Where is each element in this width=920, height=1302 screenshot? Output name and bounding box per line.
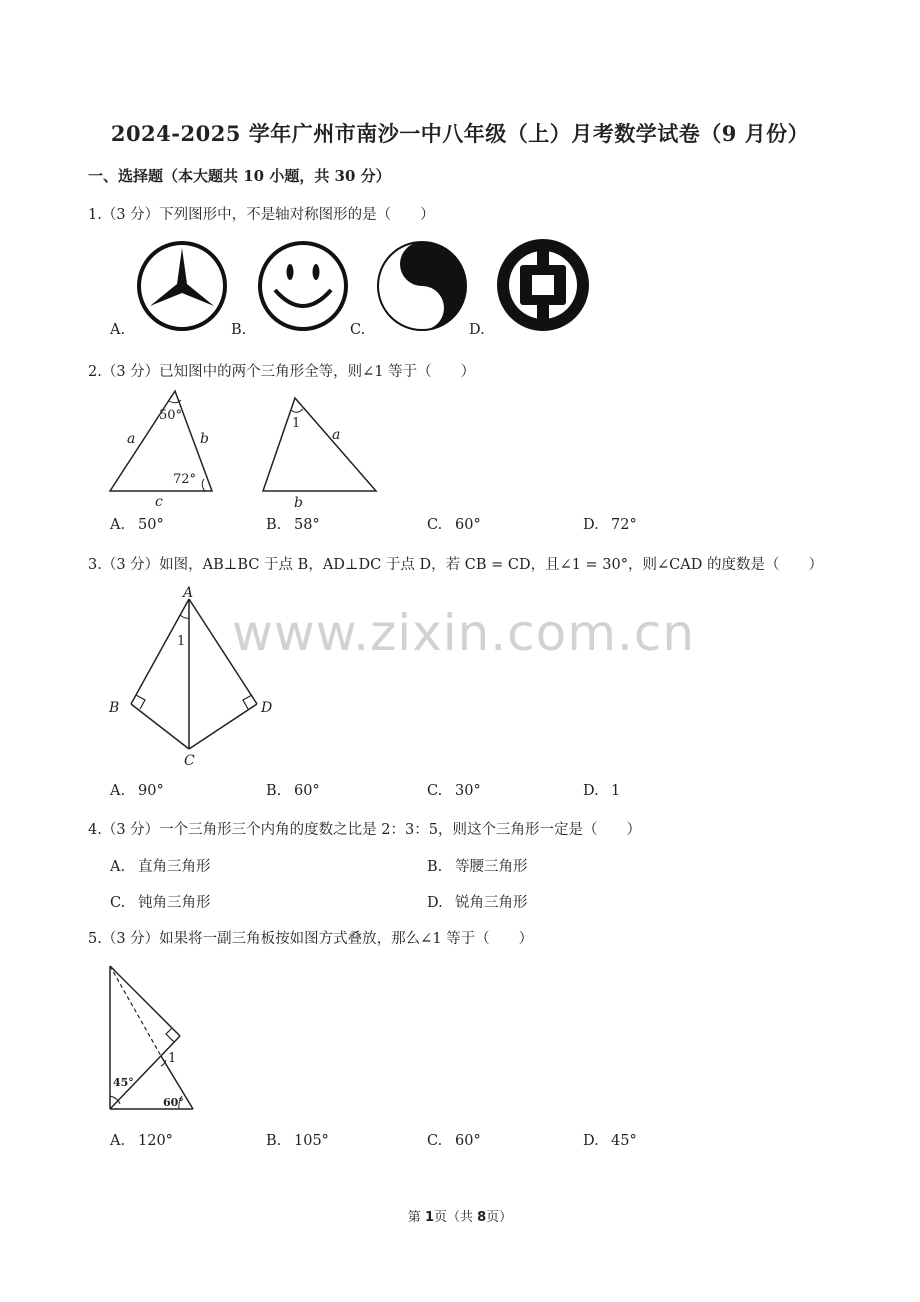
q4-option-b[interactable]: B. 等腰三角形 xyxy=(427,859,528,875)
q1-option-c[interactable]: C. xyxy=(350,322,366,338)
q2-option-a[interactable]: A. 50° xyxy=(110,517,164,533)
q3-angle-1: 1 xyxy=(177,634,186,649)
q3-option-c[interactable]: C. 30° xyxy=(427,783,481,799)
watermark: www.zixin.com.cn xyxy=(232,604,696,662)
question-4-stem: 4.（3 分）一个三角形三个内角的度数之比是 2：3：5，则这个三角形一定是（ ） xyxy=(88,822,641,838)
q5-option-b[interactable]: B. 105° xyxy=(266,1133,329,1149)
question-1-stem: 1.（3 分）下列图形中，不是轴对称图形的是（ ） xyxy=(88,207,435,223)
q2-option-c[interactable]: C. 60° xyxy=(427,517,481,533)
q2-left-side-b: b xyxy=(200,431,209,447)
q5-figure-set-squares xyxy=(104,960,204,1116)
q3-option-b[interactable]: B. 60° xyxy=(266,783,320,799)
footer-total-pages: 8 xyxy=(477,1210,487,1225)
q2-right-side-b: b xyxy=(294,495,303,511)
q3-label-b: B xyxy=(109,700,120,716)
q5-option-d[interactable]: D. 45° xyxy=(583,1133,637,1149)
q2-left-angle-top: 50° xyxy=(159,408,183,423)
q1-figure-yinyang xyxy=(376,240,468,332)
page-footer: 第 1页（共 8页） xyxy=(407,1210,513,1225)
q5-option-a[interactable]: A. 120° xyxy=(110,1133,173,1149)
q1-figure-mercedes xyxy=(136,240,228,332)
question-3-stem: 3.（3 分）如图，AB⊥BC 于点 B，AD⊥DC 于点 D，若 CB = CD，且∠1 = 30°，则∠CAD 的度数是（ ） xyxy=(88,557,823,573)
q2-option-b[interactable]: B. 58° xyxy=(266,517,320,533)
q3-label-c: C xyxy=(184,753,195,769)
q3-option-a[interactable]: A. 90° xyxy=(110,783,164,799)
footer-page-number: 1 xyxy=(424,1210,434,1225)
q5-angle-1: 1 xyxy=(168,1051,177,1066)
q2-left-angle-br: 72° xyxy=(173,472,197,487)
q1-figure-smiley xyxy=(257,240,349,332)
q2-right-angle-1: 1 xyxy=(292,416,301,431)
q1-option-d[interactable]: D. xyxy=(469,322,485,338)
q2-figure-left-triangle xyxy=(105,385,217,509)
question-5-stem: 5.（3 分）如果将一副三角板按如图方式叠放，那么∠1 等于（ ） xyxy=(88,931,534,947)
q4-option-d[interactable]: D. 锐角三角形 xyxy=(427,895,528,911)
q5-angle-45: 45° xyxy=(113,1076,134,1089)
q1-option-a[interactable]: A. xyxy=(110,322,126,338)
q2-left-side-a: a xyxy=(127,431,136,447)
section-heading: 一、选择题（本大题共 10 小题，共 30 分） xyxy=(88,167,391,185)
q2-option-d[interactable]: D. 72° xyxy=(583,517,637,533)
q4-option-c[interactable]: C. 钝角三角形 xyxy=(110,895,211,911)
q3-label-a: A xyxy=(183,585,194,601)
q5-option-c[interactable]: C. 60° xyxy=(427,1133,481,1149)
q2-figure-right-triangle xyxy=(258,393,382,511)
q5-angle-60: 60° xyxy=(163,1096,184,1109)
q2-left-side-c: c xyxy=(155,494,163,510)
q3-label-d: D xyxy=(261,700,273,716)
q3-option-d[interactable]: D. 1 xyxy=(583,783,621,799)
question-2-stem: 2.（3 分）已知图中的两个三角形全等，则∠1 等于（ ） xyxy=(88,364,476,380)
q2-right-side-a: a xyxy=(332,427,341,443)
q4-option-a[interactable]: A. 直角三角形 xyxy=(110,859,211,875)
exam-title: 2024-2025 学年广州市南沙一中八年级（上）月考数学试卷（9 月份） xyxy=(110,121,810,146)
q1-figure-coin xyxy=(496,238,590,332)
q1-option-b[interactable]: B. xyxy=(231,322,247,338)
